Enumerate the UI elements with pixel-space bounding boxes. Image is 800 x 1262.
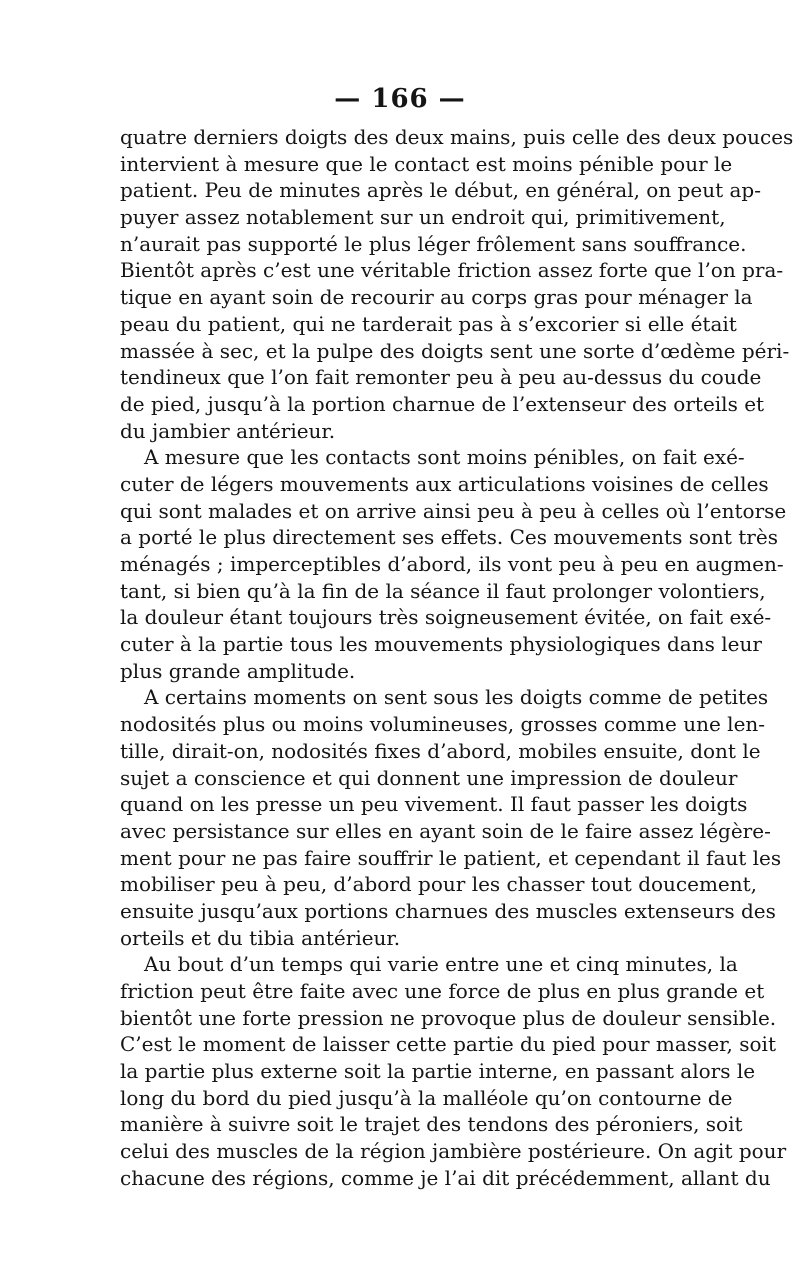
text-line: cuter de légers mouvements aux articulations voisines de celles — [120, 471, 769, 496]
body-text — [120, 124, 794, 1192]
text-line: ménagés ; imperceptibles d’abord, ils vont peu à peu en augmen- — [120, 552, 784, 576]
text-line: nodosités plus ou moins volumineuses, grosses comme une len- — [120, 712, 766, 737]
text-line: tille, dirait-on, nodosités fixes d’abord, mobiles ensuite, dont le — [120, 738, 761, 763]
text-line: tant, si bien qu’à la fin de la séance il faut prolonger volontiers, — [120, 578, 766, 603]
text-line: celui des muscles de la région jambière postérieure. On agit pour — [120, 1139, 787, 1164]
paragraph-start-line: Au bout d’un temps qui varie entre une et cinq minutes, la — [144, 952, 738, 977]
text-line: Bientôt après c’est une véritable friction assez forte que l’on pra- — [120, 258, 784, 283]
text-line: patient. Peu de minutes après le début, en général, on peut ap- — [120, 178, 761, 203]
text-line: long du bord du pied jusqu’à la malléole qu’on contourne de — [120, 1085, 733, 1110]
text-line: avec persistance sur elles en ayant soin de le faire assez légère- — [120, 818, 771, 843]
text-line: massée à sec, et la pulpe des doigts sent une sorte d’œdème péri- — [120, 338, 790, 363]
text-line: tendineux que l’on fait remonter peu à peu au-dessus du coude — [120, 365, 762, 390]
page-number: — 166 — — [334, 84, 466, 114]
text-line: friction peut être faite avec une force de plus en plus grande et — [120, 979, 765, 1003]
text-line: la douleur étant toujours très soigneusement évitée, on fait exé- — [120, 605, 772, 630]
text-line: C’est le moment de laisser cette partie du pied pour masser, soit — [120, 1032, 776, 1057]
text-line: quand on les presse un peu vivement. Il faut passer les doigts — [120, 792, 748, 817]
text-line: chacune des régions, comme je l’ai dit précédemment, allant du — [120, 1165, 771, 1190]
text-line: n’aurait pas supporté le plus léger frôlement sans souffrance. — [120, 231, 747, 256]
text-line: plus grande amplitude. — [120, 658, 356, 683]
text-line: tique en ayant soin de recourir au corps gras pour ménager la — [120, 285, 753, 310]
text-line: sujet a conscience et qui donnent une impression de douleur — [120, 765, 738, 790]
text-line: manière à suivre soit le trajet des tendons des péroniers, soit — [120, 1112, 743, 1137]
text-line: cuter à la partie tous les mouvements physiologiques dans leur — [120, 632, 762, 657]
text-line: a porté le plus directement ses effets. Ces mouvements sont très — [120, 525, 778, 550]
text-line: ensuite jusqu’aux portions charnues des muscles extenseurs des — [120, 898, 776, 923]
text-line: la partie plus externe soit la partie interne, en passant alors le — [120, 1059, 756, 1084]
paragraph-start-line: A certains moments on sent sous les doigts comme de petites — [144, 685, 769, 710]
text-line: de pied, jusqu’à la portion charnue de l’extenseur des orteils et — [120, 391, 765, 416]
text-line: ment pour ne pas faire souffrir le patient, et cependant il faut les — [120, 845, 782, 870]
text-line: orteils et du tibia antérieur. — [120, 925, 401, 950]
text-line: puyer assez notablement sur un endroit qui, primitivement, — [120, 205, 726, 230]
text-line: quatre derniers doigts des deux mains, puis celle des deux pouces — [120, 125, 794, 149]
text-line: intervient à mesure que le contact est moins pénible pour le — [120, 151, 733, 176]
paragraph-start-line: A mesure que les contacts sont moins pénibles, on fait exé- — [144, 445, 745, 470]
text-line: mobiliser peu à peu, d’abord pour les chasser tout doucement, — [120, 872, 758, 897]
text-line: du jambier antérieur. — [120, 418, 336, 443]
text-line: peau du patient, qui ne tarderait pas à s’excorier si elle était — [120, 311, 737, 336]
text-line: bientôt une forte pression ne provoque plus de douleur sensible. — [120, 1005, 777, 1030]
text-line: qui sont malades et on arrive ainsi peu à peu à celles où l’entorse — [120, 498, 787, 523]
